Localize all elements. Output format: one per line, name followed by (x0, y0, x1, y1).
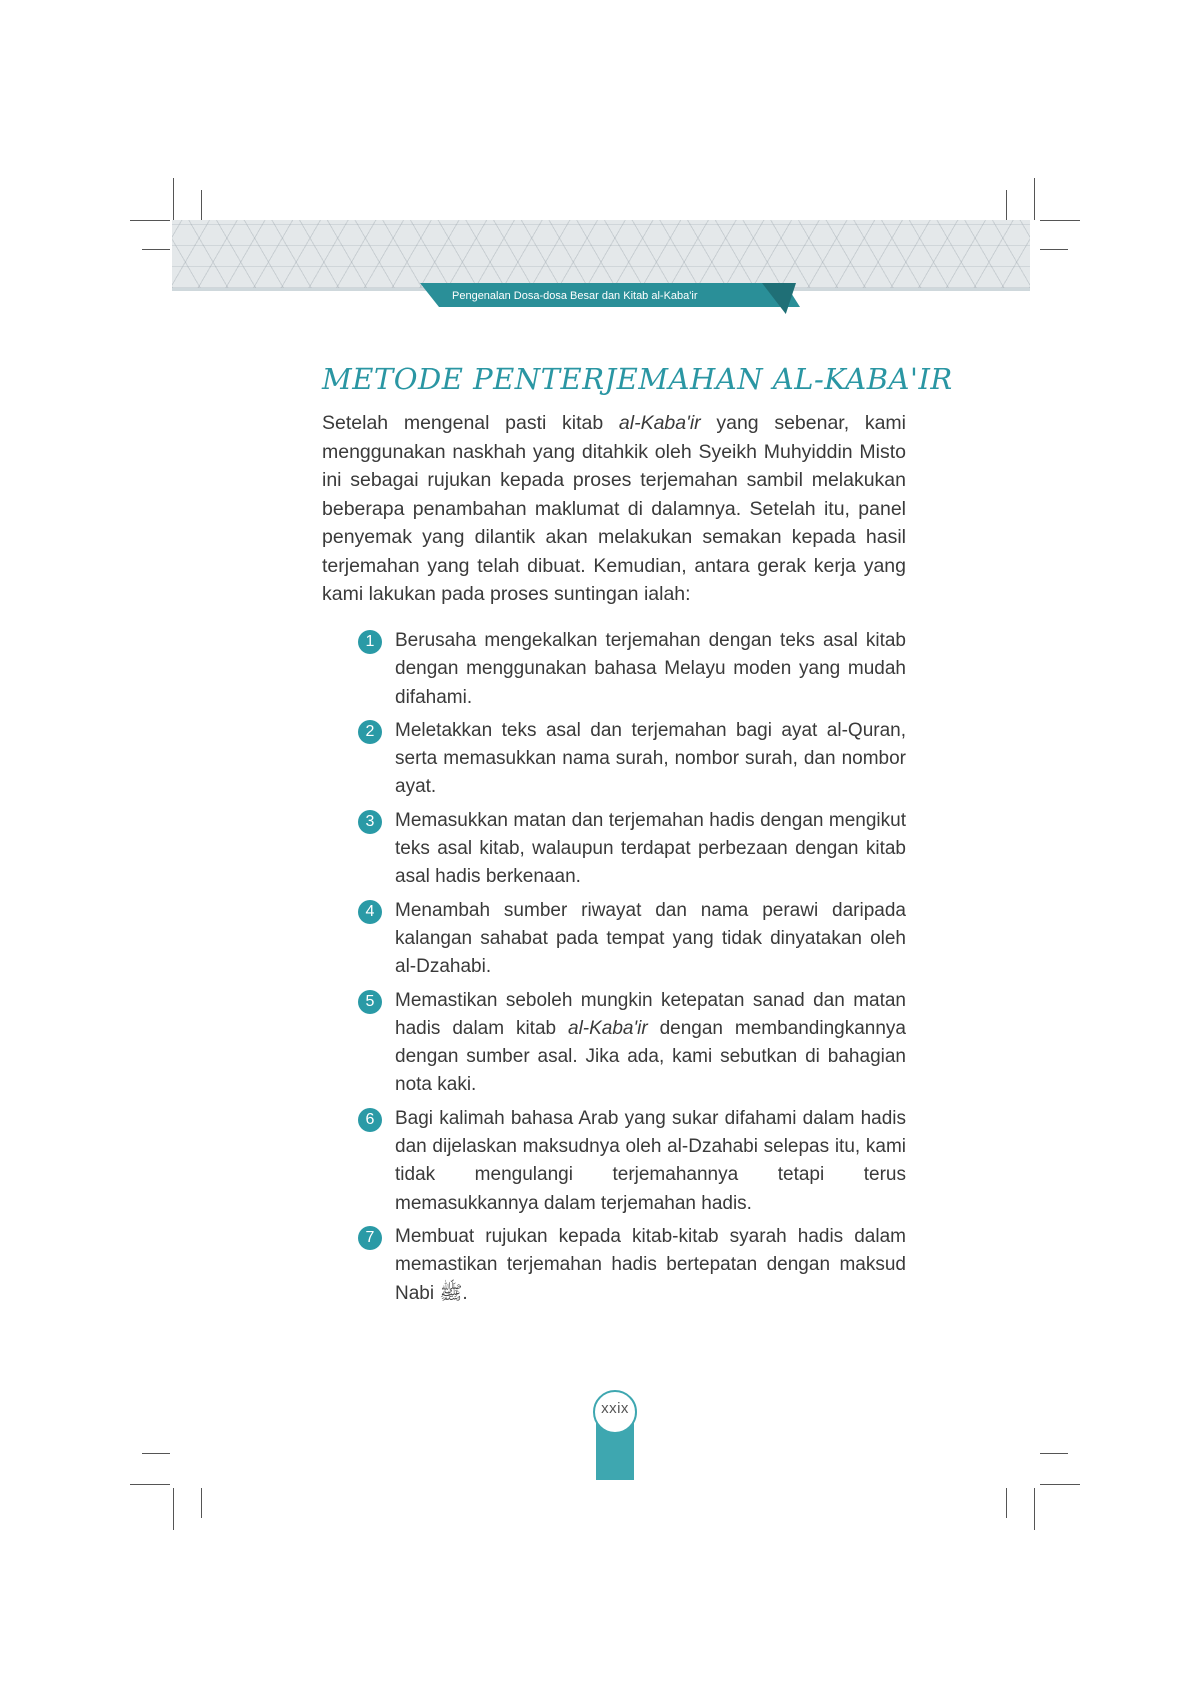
crop-mark (1040, 1453, 1068, 1454)
list-item (358, 897, 906, 982)
step-text-part: dengan membandingkannya dengan sumber asal. Jika ada, kami sebutkan di bahagian nota kaki. (395, 1017, 906, 1096)
intro-book-title: al-Kaba'ir (618, 412, 701, 434)
crop-mark (142, 249, 170, 250)
list-item (358, 1223, 906, 1308)
step-number-badge: 1 (358, 630, 382, 654)
step-text-part: Memastikan seboleh mungkin ketepatan sanad dan matan hadis dalam kitab (395, 989, 906, 1039)
crop-mark (130, 220, 170, 221)
steps-list (358, 627, 906, 1313)
step-number-badge: 5 (358, 990, 382, 1014)
step-text: Membuat rujukan kepada kitab-kitab syarah hadis dalam memastikan terjemahan hadis bertepatan dengan maksud Nabi ﷺ. (395, 1225, 906, 1304)
crop-mark (1034, 1488, 1035, 1530)
intro-paragraph (322, 409, 906, 609)
step-number-badge: 7 (358, 1226, 382, 1250)
header-banner (172, 220, 1030, 288)
crop-mark (1006, 1488, 1007, 1518)
step-number-badge: 4 (358, 900, 382, 924)
step-number-badge: 3 (358, 810, 382, 834)
crop-mark (201, 190, 202, 220)
crop-mark (173, 1488, 174, 1530)
running-title: Pengenalan Dosa-dosa Besar dan Kitab al-Kaba'ir (452, 290, 698, 302)
section-title: METODE PENTERJEMAHAN AL-KABA'IR (322, 362, 953, 396)
intro-text: Setelah mengenal pasti kitab (322, 412, 619, 434)
intro-text-cont: yang sebenar, kami menggunakan naskhah yang ditahkik oleh Syeikh Muhyiddin Misto ini sebagai rujukan kepada proses terjemahan sambil melakukan beberapa penambahan maklumat di dalamnya. Setelah itu, panel penyemak yang dilantik akan melakukan semakan kepada hasil terjemahan yang telah dibuat. Kemudian, antara gerak kerja yang kami lakukan pada proses suntingan ialah: (322, 412, 906, 605)
crop-mark (173, 178, 174, 220)
step-number-badge: 2 (358, 720, 382, 744)
list-item (358, 987, 906, 1100)
crop-mark (1040, 1484, 1080, 1485)
step-text: Menambah sumber riwayat dan nama perawi daripada kalangan sahabat pada tempat yang tidak dinyatakan oleh al-Dzahabi. (395, 899, 906, 978)
crop-mark (1040, 220, 1080, 221)
step-text: Berusaha mengekalkan terjemahan dengan teks asal kitab dengan menggunakan bahasa Melayu moden yang mudah difahami. (395, 630, 906, 708)
list-item (358, 717, 906, 802)
step-text: Bagi kalimah bahasa Arab yang sukar difahami dalam hadis dan dijelaskan maksudnya oleh al-Dzahabi selepas itu, kami tidak mengulangi terjemahannya tetapi terus memasukkannya dalam terjemahan hadis. (395, 1107, 906, 1214)
step-book-title: al-Kaba'ir (568, 1017, 648, 1039)
list-item (358, 1105, 906, 1218)
step-text: Meletakkan teks asal dan terjemahan bagi ayat al-Quran, serta memasukkan nama surah, nombor surah, dan nombor ayat. (395, 719, 906, 798)
crop-mark (130, 1484, 170, 1485)
crop-mark (1006, 190, 1007, 220)
step-text (395, 987, 906, 1100)
crop-mark (1040, 249, 1068, 250)
crop-mark (1034, 178, 1035, 220)
step-number-badge: 6 (358, 1108, 382, 1132)
list-item (358, 807, 906, 892)
crop-mark (142, 1453, 170, 1454)
page-number: xxix (601, 1400, 629, 1417)
crop-mark (201, 1488, 202, 1518)
step-text: Memasukkan matan dan terjemahan hadis dengan mengikut teks asal kitab, walaupun terdapat perbezaan dengan kitab asal hadis berkenaan. (395, 809, 906, 888)
list-item (358, 627, 906, 712)
